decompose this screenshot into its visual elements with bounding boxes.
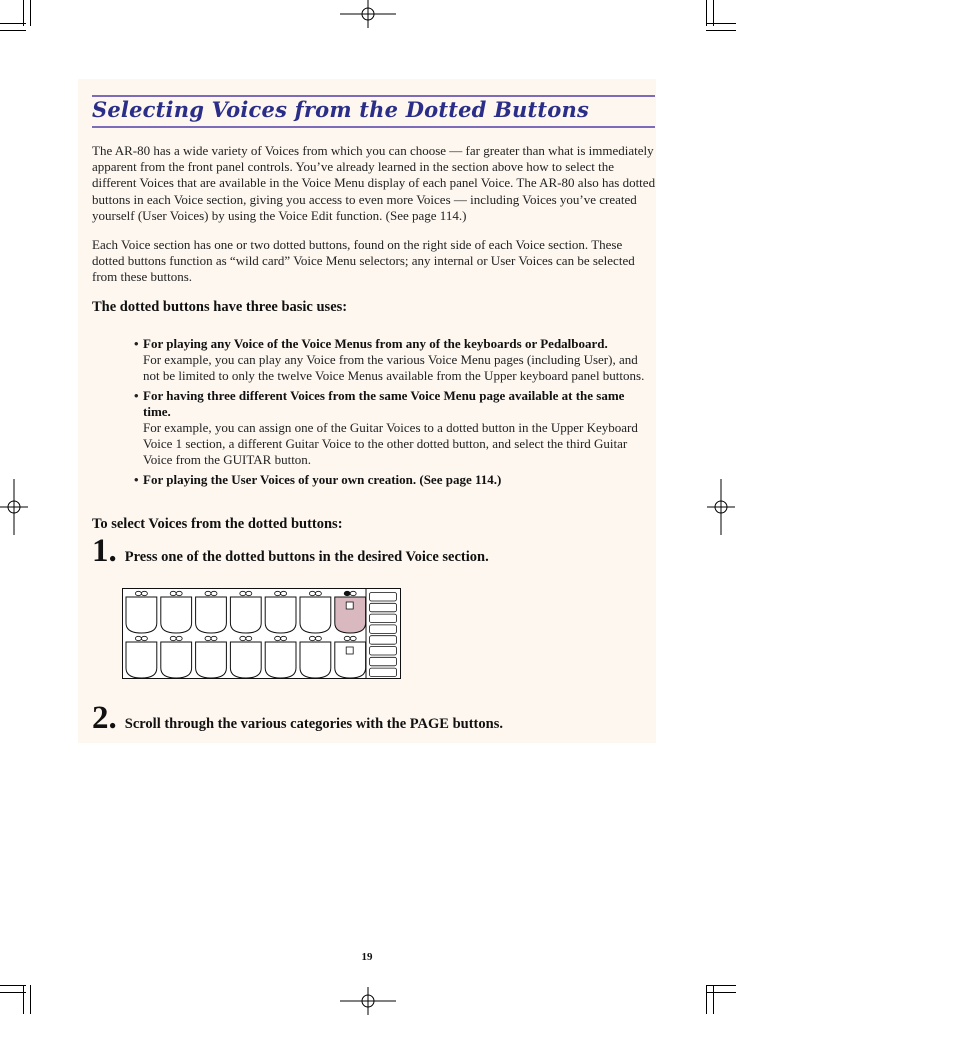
step-text: Press one of the dotted buttons in the desired Voice section.	[124, 549, 489, 565]
step-1	[92, 533, 489, 570]
intro-paragraph: The AR-80 has a wide variety of Voices from which you can choose — far greater than what is immediately apparent from the front panel controls. You’ve already learned in the section above how to select the different Voices that are available in the Voice Menu display of each panel Voice. The AR-80 also has dotted buttons in each Voice section, giving you access to even more Voices — including Voices you’ve created yourself (User Voices) by using the Voice Edit function. (See page 114.)	[92, 143, 656, 223]
voice-button[interactable]	[230, 636, 261, 678]
dot-indicator	[346, 647, 353, 654]
procedure-heading: To select Voices from the dotted buttons:	[92, 516, 343, 532]
page-button[interactable]	[370, 603, 397, 612]
list-item	[134, 336, 654, 385]
voice-button[interactable]	[265, 636, 296, 678]
page-button[interactable]	[370, 657, 397, 666]
dotted-button[interactable]	[335, 636, 366, 678]
uses-list	[134, 336, 654, 491]
use-lead: For playing any Voice of the Voice Menus from any of the keyboards or Pedalboard.	[143, 336, 608, 351]
registration-mark-bottom	[340, 987, 396, 1015]
heading-rule-bottom	[92, 126, 655, 128]
page-number: 19	[361, 951, 373, 963]
bullet: •	[134, 387, 139, 403]
page-button[interactable]	[370, 636, 397, 645]
list-item	[134, 472, 654, 488]
voice-button[interactable]	[300, 591, 331, 633]
dot-indicator	[346, 602, 353, 609]
voice-button[interactable]	[196, 636, 227, 678]
dotted-button[interactable]	[335, 591, 366, 633]
voice-button[interactable]	[300, 636, 331, 678]
list-item	[134, 388, 654, 469]
page-button[interactable]	[370, 593, 397, 602]
registration-mark-right	[707, 479, 735, 535]
uses-heading: The dotted buttons have three basic uses:	[92, 299, 348, 315]
voice-button[interactable]	[196, 591, 227, 633]
registration-mark-top	[340, 0, 396, 28]
use-body: For example, you can play any Voice from the various Voice Menu pages (including User), and not be limited to only the twelve Voice Menus available from the Upper keyboard panel buttons.	[143, 352, 645, 384]
registration-mark-left	[0, 479, 28, 535]
bullet: •	[134, 336, 139, 351]
voice-button[interactable]	[265, 591, 296, 633]
voice-button[interactable]	[161, 591, 192, 633]
voice-button[interactable]	[126, 591, 157, 633]
page-button[interactable]	[370, 668, 397, 677]
use-body: For example, you can assign one of the Guitar Voices to a dotted button in the Upper Keyboard Voice 1 section, a different Guitar Voice to the other dotted button, and select the third Guitar Voice from the GUITAR button.	[143, 420, 638, 468]
use-lead: For playing the User Voices of your own creation. (See page 114.)	[143, 471, 502, 487]
step-text: Scroll through the various categories with the PAGE buttons.	[124, 716, 503, 732]
voice-section-panel-illustration	[122, 586, 404, 682]
step-number: 2.	[92, 700, 117, 736]
use-lead: For having three different Voices from the same Voice Menu page available at the same time.	[143, 387, 625, 419]
step-number: 1.	[92, 533, 117, 569]
step-2	[92, 700, 503, 737]
page-button[interactable]	[370, 614, 397, 623]
bullet: •	[134, 471, 139, 487]
intro-paragraph: Each Voice section has one or two dotted buttons, found on the right side of each Voice section. These dotted buttons function as “wild card” Voice Menu selectors; any internal or User Voices can be selected from these buttons.	[92, 237, 635, 285]
page-button[interactable]	[370, 647, 397, 656]
voice-button[interactable]	[126, 636, 157, 678]
voice-button[interactable]	[161, 636, 192, 678]
page-button[interactable]	[370, 625, 397, 634]
section-heading: Selecting Voices from the Dotted Buttons	[92, 97, 589, 122]
voice-button[interactable]	[230, 591, 261, 633]
